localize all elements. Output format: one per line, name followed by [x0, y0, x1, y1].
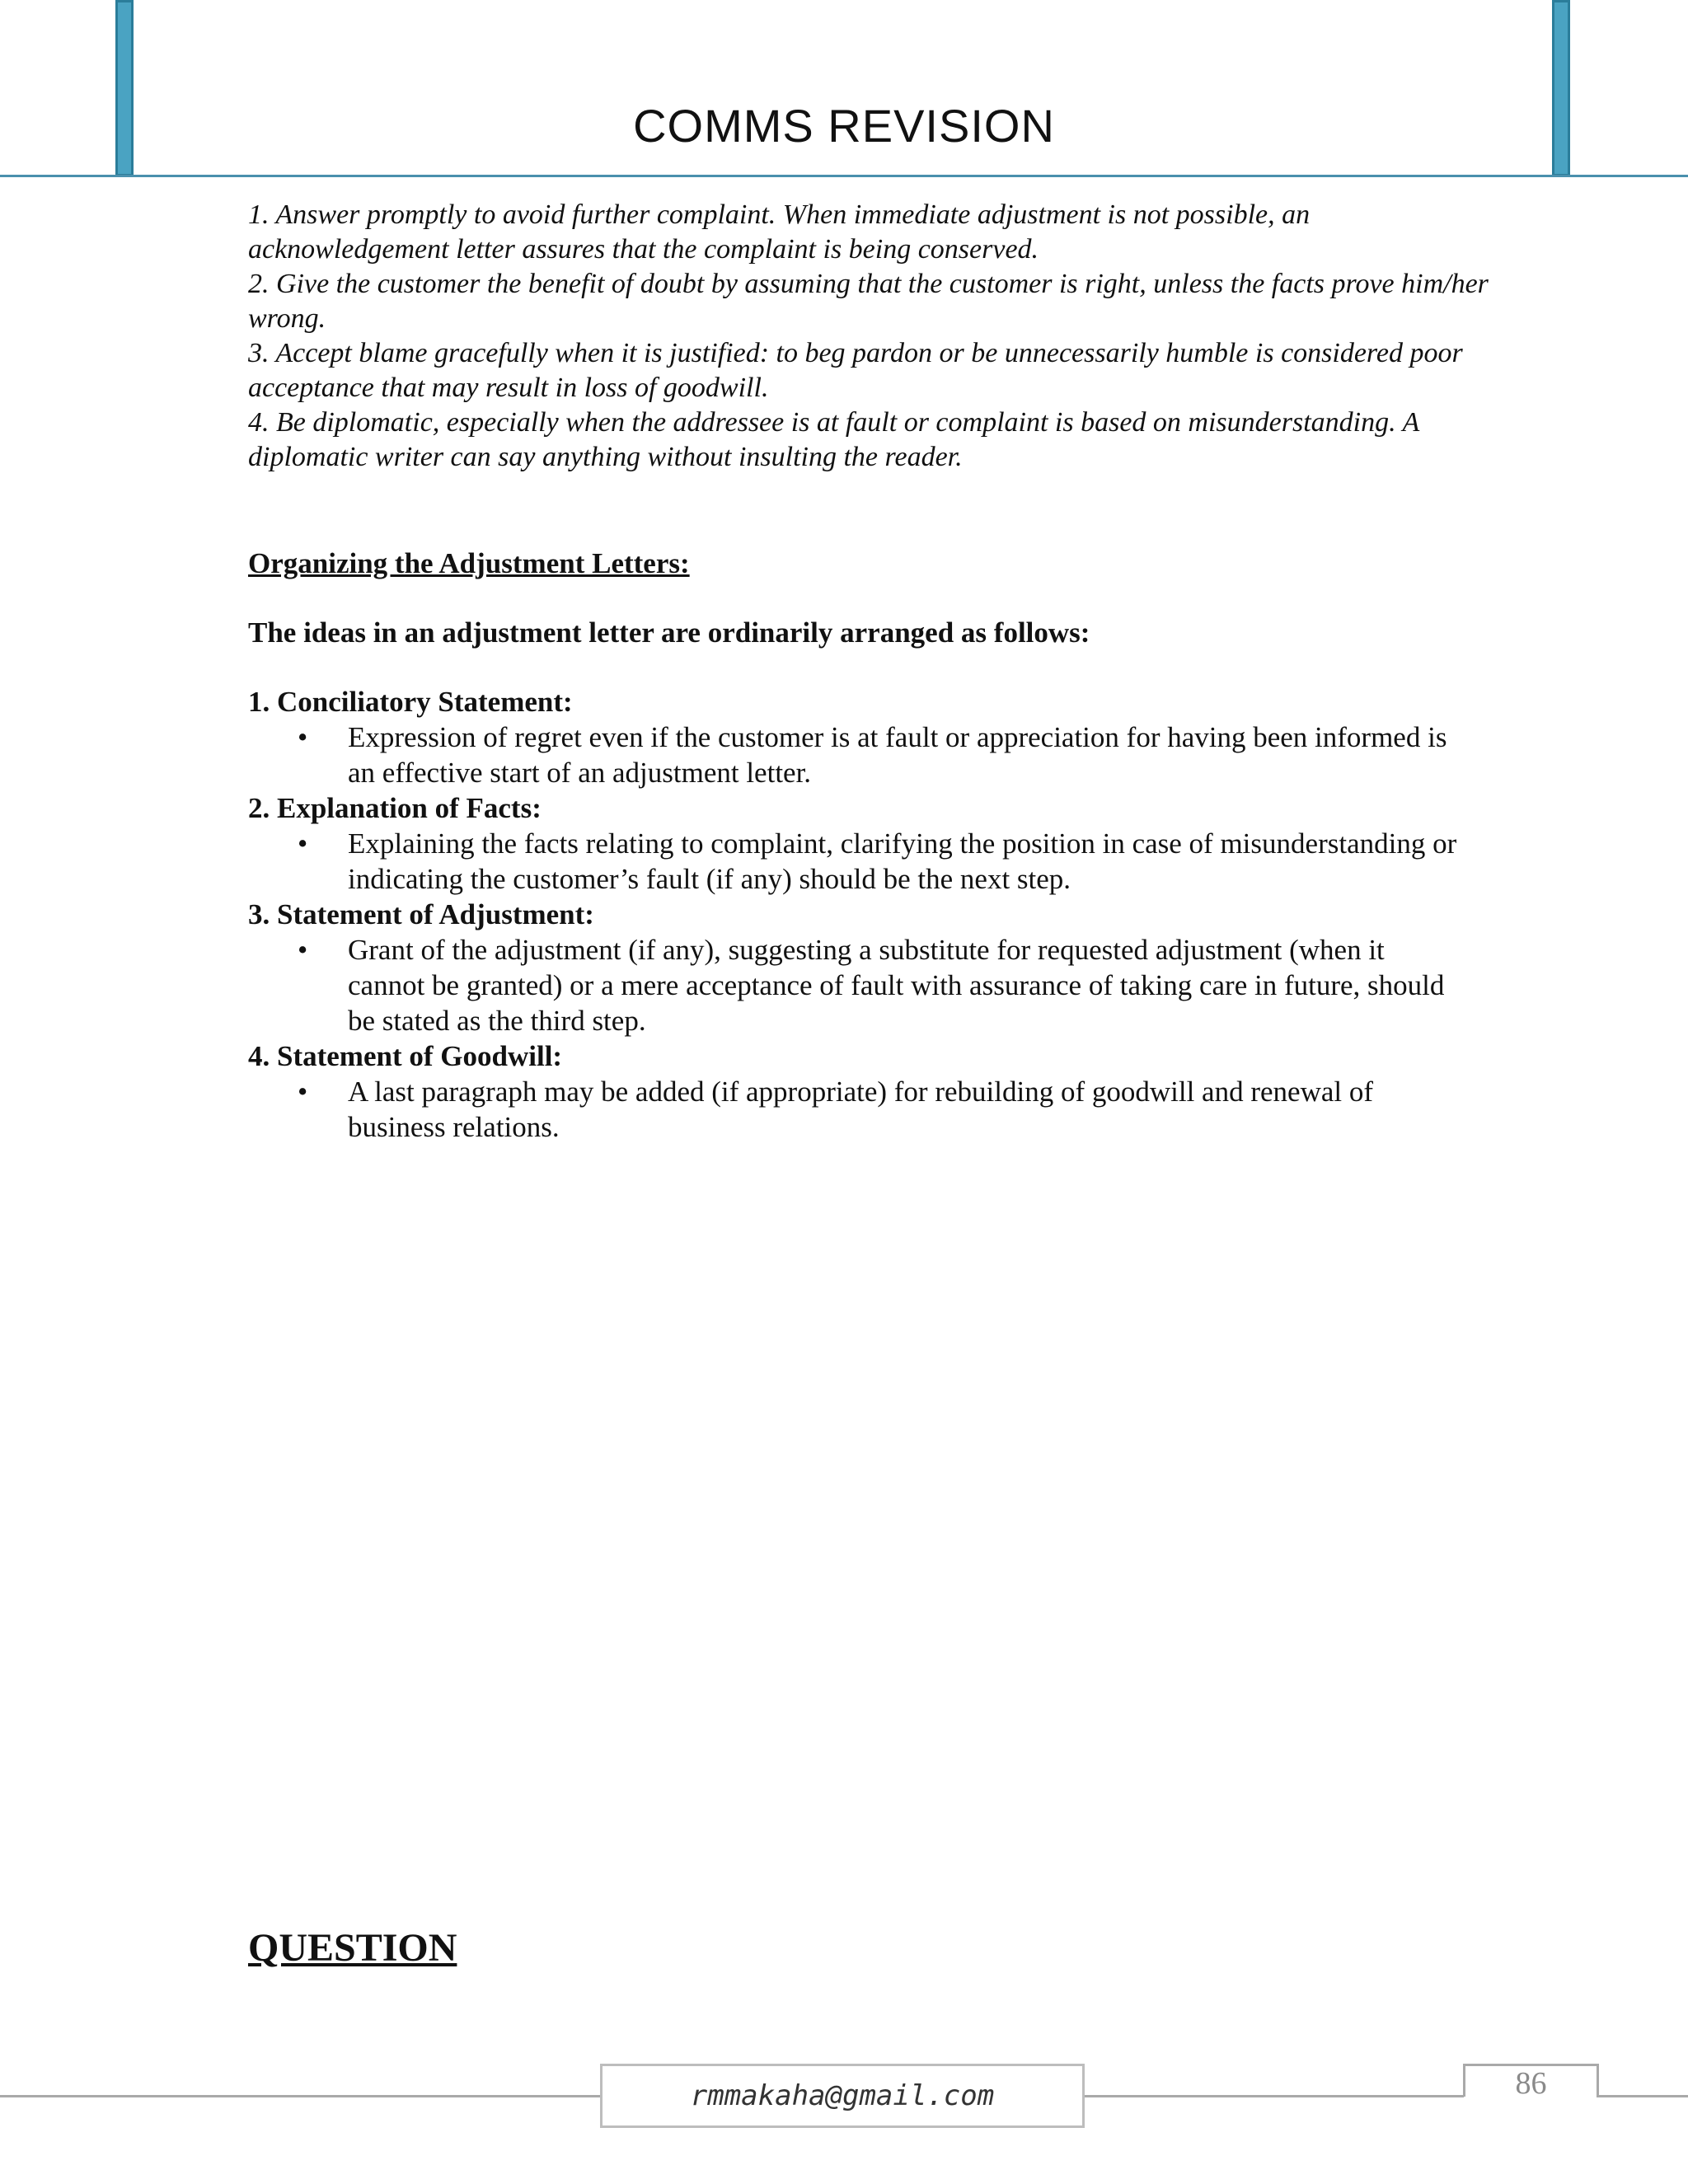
step-title: 2. Explanation of Facts:	[248, 792, 542, 824]
tip-item: 3. Accept blame gracefully when it is justified: to beg pardon or be unnecessarily humble is considered poor acceptance that may result in loss of goodwill.	[248, 338, 1463, 403]
bullet-text: Expression of regret even if the customer is at fault or appreciation for having been informed is an effective start of an adjustment letter.	[348, 721, 1447, 789]
bullet-text: Explaining the facts relating to complaint, clarifying the position in case of misunderstanding or indicating the customer’s fault (if any) should be the next step.	[348, 827, 1457, 895]
step-title: 1. Conciliatory Statement:	[248, 686, 573, 718]
bullet-text: Grant of the adjustment (if any), suggesting a substitute for requested adjustment (when it cannot be granted) or a mere acceptance of fault with assurance of taking care in future, should be stated as the third step.	[348, 934, 1445, 1037]
step-bullet	[248, 1074, 1460, 1145]
bullet-text: A last paragraph may be added (if appropriate) for rebuilding of goodwill and renewal of business relations.	[348, 1076, 1374, 1143]
page-number: 86	[1463, 2064, 1599, 2097]
footer-rule-right	[1597, 2095, 1688, 2097]
steps-list	[248, 684, 1460, 1145]
step-bullet	[248, 932, 1460, 1038]
section-heading: Organizing the Adjustment Letters:	[248, 547, 690, 579]
footer-email: rmmakaha@gmail.com	[600, 2064, 1085, 2128]
bullet-icon: •	[298, 827, 308, 860]
bullet-icon: •	[298, 934, 308, 966]
tip-item: 4. Be diplomatic, especially when the addressee is at fault or complaint is based on misunderstanding. A diplomatic writer can say anything without insulting the reader.	[248, 407, 1419, 472]
question-heading: QUESTION	[248, 1926, 457, 1970]
tips-list	[248, 198, 1501, 475]
header-rule	[0, 175, 1688, 177]
footer-rule-left	[0, 2095, 600, 2097]
step-title: 3. Statement of Adjustment:	[248, 898, 594, 930]
section-intro: The ideas in an adjustment letter are ordinarily arranged as follows:	[248, 616, 1090, 649]
step-bullet	[248, 826, 1460, 897]
bullet-icon: •	[298, 721, 308, 753]
step-title: 4. Statement of Goodwill:	[248, 1040, 563, 1072]
tip-item: 2. Give the customer the benefit of doubt by assuming that the customer is right, unless the facts prove him/her wrong.	[248, 269, 1489, 334]
step-bullet	[248, 719, 1460, 790]
page-title: COMMS REVISION	[633, 100, 1055, 152]
bullet-icon: •	[298, 1076, 308, 1108]
tip-item: 1. Answer promptly to avoid further complaint. When immediate adjustment is not possible, an acknowledgement letter assures that the complaint is being conserved.	[248, 199, 1311, 265]
footer-rule-middle	[1085, 2095, 1464, 2097]
